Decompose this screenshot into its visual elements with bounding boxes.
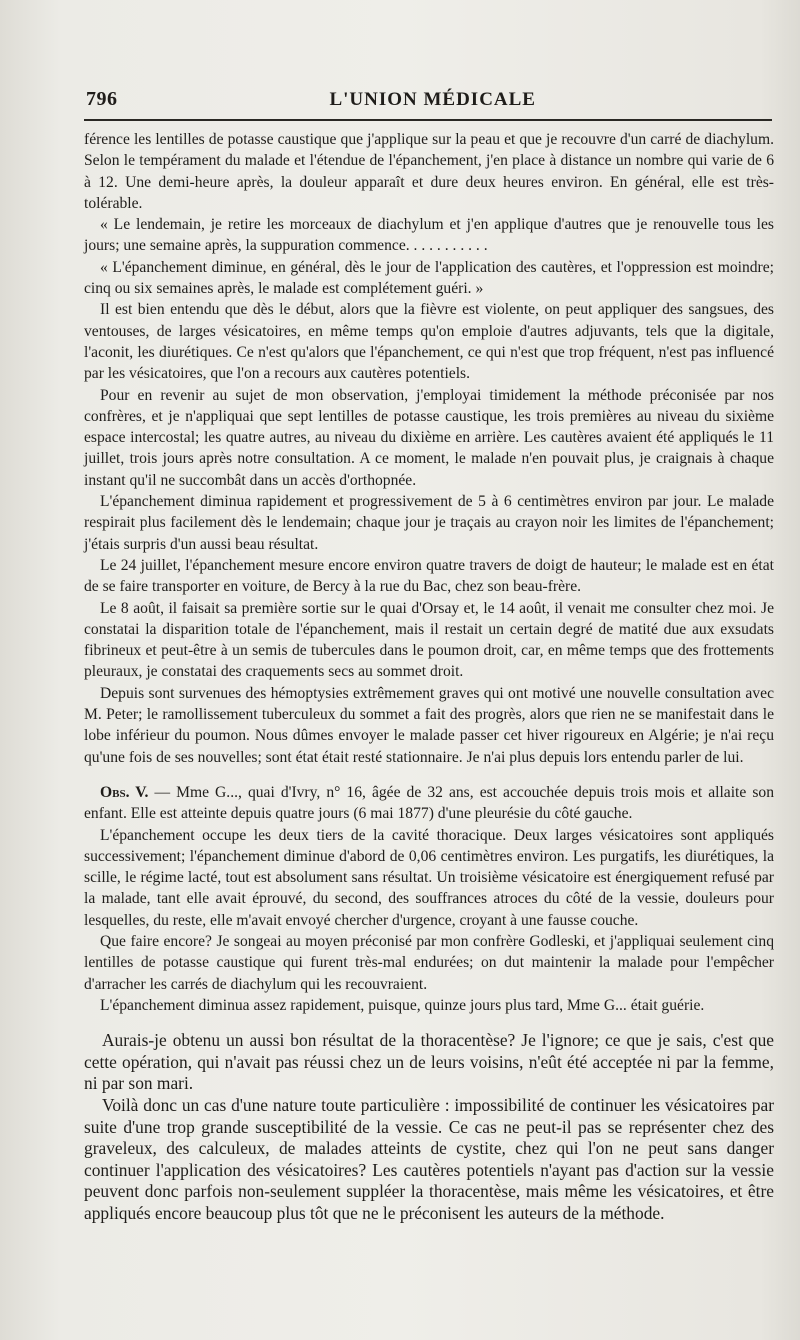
paragraph: férence les lentilles de potasse caustique que j'applique sur la peau et que je recouvre d'un carré de diachylum. Selon le tempérament du malade et l'étendue de l'épanchement, j'en place à distance un nombre qui varie de 6 à 12. Une demi-heure après, la douleur apparaît et dure deux heures environ. En général, elle est très-tolérable. (84, 131, 774, 212)
conclusion-section (84, 1030, 774, 1224)
paragraph: Pour en revenir au sujet de mon observation, j'employai timidement la méthode préconisée par nos confrères, et je n'appliquai que sept lentilles de potasse caustique, les trois premières au niveau du sixième espace intercostal; les quatre autres, au niveau du dixième en arrière. Les cautères avaient été appliqués le 11 juillet, trois jours après notre consultation. A ce moment, le malade n'en pouvait plus, je craignais à chaque instant qu'il ne succombât dans un accès d'orthopnée. (84, 386, 774, 489)
paragraph: Voilà donc un cas d'une nature toute particulière : impossibilité de continuer les vésicatoires par suite d'une trop grande susceptibilité de la vessie. Ce cas ne peut-il pas se représenter chez des graveleux, des calculeux, de malades atteints de cystite, chez qui l'on ne peut sans danger continuer l'application des vésicatoires? Les cautères potentiels n'ayant pas d'action sur la vessie peuvent donc parfois non-seulement suppléer la thoracentèse, mais même les vésicatoires, et être appliqués encore beaucoup plus tôt que ne le préconisent les auteurs de la méthode. (84, 1094, 774, 1223)
observation-label: Obs. V. (100, 783, 149, 801)
paragraph: L'épanchement diminua rapidement et progressivement de 5 à 6 centimètres environ par jour. Le malade respirait plus facilement dès le lendemain; chaque jour je traçais au crayon noir les limites de l'épanchement; j'étais surpris d'un aussi beau résultat. (84, 493, 774, 553)
paragraph: Le 8 août, il faisait sa première sortie sur le quai d'Orsay et, le 14 août, il venait me consulter chez moi. Je constatai la disparition totale de l'épanchement, mais il restait un certain degré de matité due aux exsudats fibrineux et peut-être à un semis de tubercules dans le poumon droit, car, en même temps que des frottements pleuraux, je constatai des craquements secs au sommet droit. (84, 599, 774, 681)
paragraph: Aurais-je obtenu un aussi bon résultat de la thoracentèse? Je l'ignore; ce que je sais, c'est que cette opération, qui n'avait pas réussi chez un de leurs voisins, n'eût été acceptée ni par la femme, ni par son mari. (84, 1030, 774, 1094)
article-body (84, 129, 774, 1225)
paragraph: L'épanchement occupe les deux tiers de la cavité thoracique. Deux larges vésicatoires sont appliqués successivement; l'épanchement diminue d'abord de 0,06 centimètres environ. Les purgatifs, les diurétiques, la scille, le régime lacté, tout est absolument sans résultat. Un troisième vésicatoire est énergiquement refusé par la malade, tant elle avait éprouvé, du second, des souffrances atroces du côté de la vessie, douleurs pour lesquelles, du reste, elle m'avait envoyé chercher d'urgence, croyant à une fausse couche. (84, 826, 774, 929)
paragraph: Que faire encore? Je songeai au moyen préconisé par mon confrère Godleski, et j'appliquai seulement cinq lentilles de potasse caustique qui furent très-mal endurées; on dut maintenir la malade pour l'empêcher d'arracher les carrés de diachylum qui les recouvraient. (84, 932, 774, 993)
paragraph: Le 24 juillet, l'épanchement mesure encore environ quatre travers de doigt de hauteur; le malade est en état de se faire transporter en voiture, de Bercy à la rue du Bac, chez son beau-frère. (84, 556, 774, 596)
header-rule (84, 119, 772, 121)
page-number: 796 (86, 88, 118, 110)
paragraph: « L'épanchement diminue, en général, dès le jour de l'application des cautères, et l'oppression est moindre; cinq ou six semaines après, le malade est complétement guéri. » (84, 258, 774, 298)
observation-paragraph (84, 782, 774, 825)
paragraph: « Le lendemain, je retire les morceaux de diachylum et j'en applique d'autres que je renouvelle tous les jours; une semaine après, la suppuration commence. . . . . . . . . . . (84, 216, 774, 255)
observation-text: — Mme G..., quai d'Ivry, n° 16, âgée de 32 ans, est accouchée depuis trois mois et allaite son enfant. Elle est atteinte depuis quatre jours (6 mai 1877) d'une pleurésie du côté gauche. (84, 783, 775, 823)
paragraph: L'épanchement diminua assez rapidement, puisque, quinze jours plus tard, Mme G... était guérie. (100, 996, 705, 1014)
running-title: L'UNION MÉDICALE (329, 89, 536, 110)
paragraph: Depuis sont survenues des hémoptysies extrêmement graves qui ont motivé une nouvelle consultation avec M. Peter; le ramollissement tuberculeux du sommet a fait des progrès, alors que rien ne se manifestait dans le lobe inférieur du poumon. Nous dûmes envoyer le malade passer cet hiver rigoureux en Algérie; je n'ai reçu qu'une fois de ses nouvelles; sont état était resté stationnaire. Je n'ai plus depuis lors entendu parler de lui. (84, 684, 774, 766)
paragraph: Il est bien entendu que dès le début, alors que la fièvre est violente, on peut appliquer des sangsues, des ventouses, de larges vésicatoires, en même temps qu'on emploie d'autres adjuvants, tels que la digitale, l'aconit, les diurétiques. Ce n'est qu'alors que l'épanchement, ce qui n'est que trop fréquent, n'est pas influencé par les vésicatoires, que l'on a recours aux cautères potentiels. (84, 301, 774, 383)
page-header (86, 88, 726, 111)
